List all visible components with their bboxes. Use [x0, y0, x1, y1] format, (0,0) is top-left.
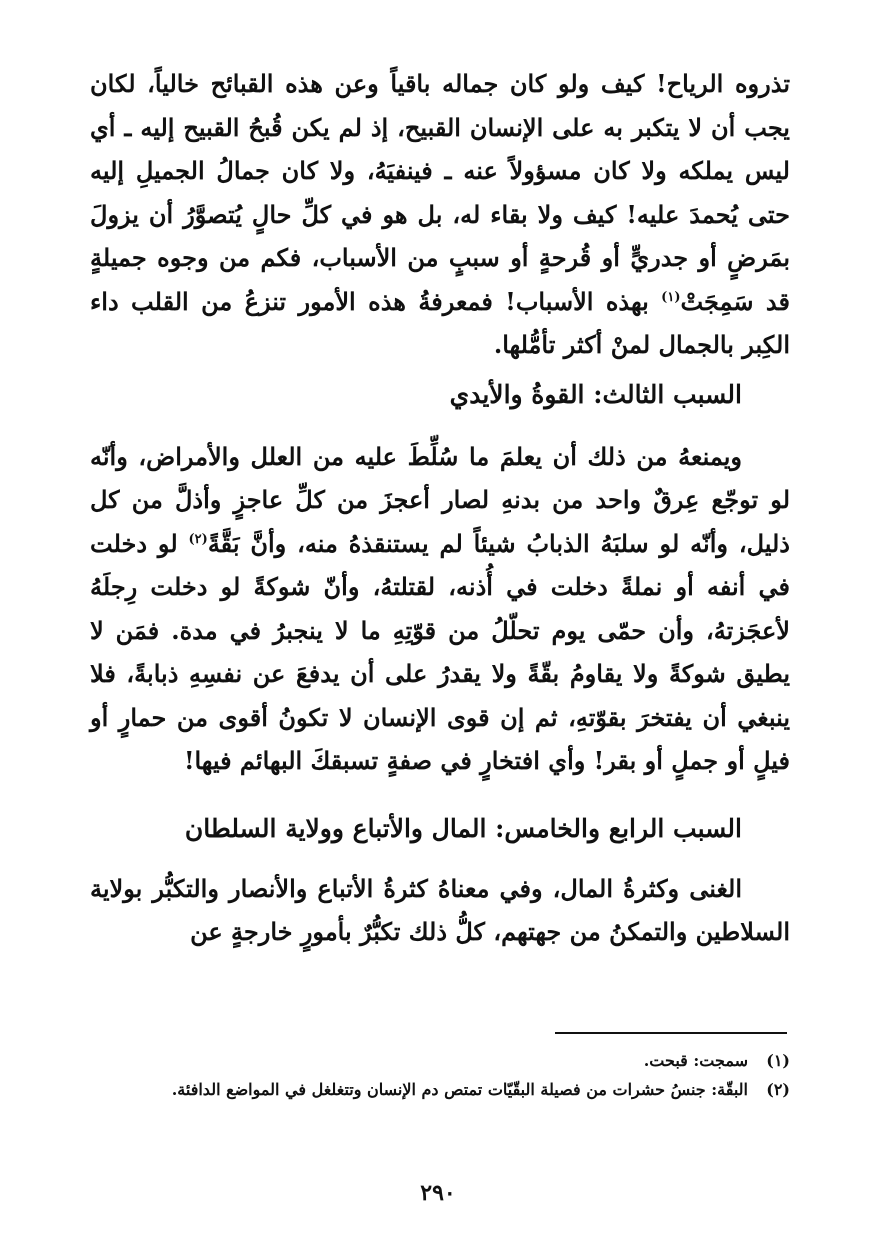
paragraph-1 — [90, 62, 790, 367]
paragraph-2-text: ويمنعهُ من ذلك أن يعلمَ ما سُلِّطَ عليه من العلل والأمراض، وأنّه لو توجّع عِرقٌ واحد من بدنهِ لصار أعجزَ من كلِّ عاجزٍ وأذلَّ من كل ذليل، وأنّه لو سلبَهُ الذبابُ شيئاً لم يستنقذهُ منه، وأنَّ بَقَّةً — [90, 441, 791, 558]
page-number: ٢٩٠ — [420, 1180, 456, 1206]
page-body — [90, 62, 790, 954]
section-heading-third-cause: السبب الثالث: القوةُ والأيدي — [449, 379, 742, 409]
section-heading-fourth-fifth-cause: السبب الرابع والخامس: المال والأتباع وولاية السلطان — [184, 813, 742, 843]
paragraph-3: الغنى وكثرةُ المال، وفي معناهُ كثرةُ الأتباع والأنصار والتكبُّر بولاية السلاطين والتمكنُ من جهتهم، كلُّ ذلك تكبُّرٌ بأمورٍ خارجةٍ عن — [90, 873, 790, 946]
paragraph-2-text-end: لو دخلت في أنفه أو نملةً دخلت في أُذنه، لقتلتهُ، وأنّ شوكةً لو دخلت رِجلَهُ لأعجَزتهُ، وأن حمّى يوم تحلّلُ من قوّتِهِ ما لا ينجبرُ في مدة. فمَن لا يطيق شوكةً ولا يقاومُ بقّةً ولا يقدرُ على أن يدفعَ عن نفسِهِ ذبابةً، فلا ينبغي أن يفتخرَ بقوّتهِ، ثم إن قوى الإنسان لا تكونُ أقوى من حمارٍ أو فيلٍ أو جملٍ أو بقر! وأي افتخارٍ في صفةٍ تسبقكَ البهائم فيها! — [90, 528, 790, 775]
paragraph-2 — [90, 435, 790, 783]
footnote-ref-2[interactable]: (٢) — [188, 531, 208, 547]
footnote-number: (٢) — [766, 1080, 790, 1099]
footnotes — [90, 1046, 790, 1104]
footnote-1 — [90, 1046, 790, 1075]
paragraph-1-text: تذروه الرياح! كيف ولو كان جماله باقياً وعن هذه القبائح خالياً، لكان يجب أن لا يتكبر به على الإنسان القبيح، إذ لم يكن قُبحُ القبيح إليه ـ أي ليس يملكه ولا كان مسؤولاً عنه ـ فينفيَهُ، ولا كان جمالُ الجميلِ إليه حتى يُحمدَ عليه! كيف ولا بقاء له، بل هو في كلِّ حالٍ يُتصوَّرُ أن يزولَ بمَرضٍ أو جدريٍّ أو قُرحةٍ أو سببٍ من الأسباب، فكم من وجوه جميلةٍ قد سَمِجَتْ — [90, 69, 790, 316]
footnote-text: البقّة: جنسُ حشرات من فصيلة البقّيّات تمتص دم الإنسان وتتغلغل في المواضع الدافئة. — [171, 1080, 748, 1099]
footnote-text: سمجت: قبحت. — [643, 1051, 748, 1070]
footnote-ref-1[interactable]: (١) — [661, 289, 681, 305]
footnote-number: (١) — [766, 1051, 790, 1070]
paragraph-1-text-end: بهذه الأسباب! فمعرفةُ هذه الأمور تنزعُ من القلب داء الكِبر بالجمال لمنْ أكثر تأمُّلها. — [90, 286, 790, 359]
footnote-divider — [555, 1032, 787, 1034]
footnote-2 — [90, 1075, 790, 1104]
